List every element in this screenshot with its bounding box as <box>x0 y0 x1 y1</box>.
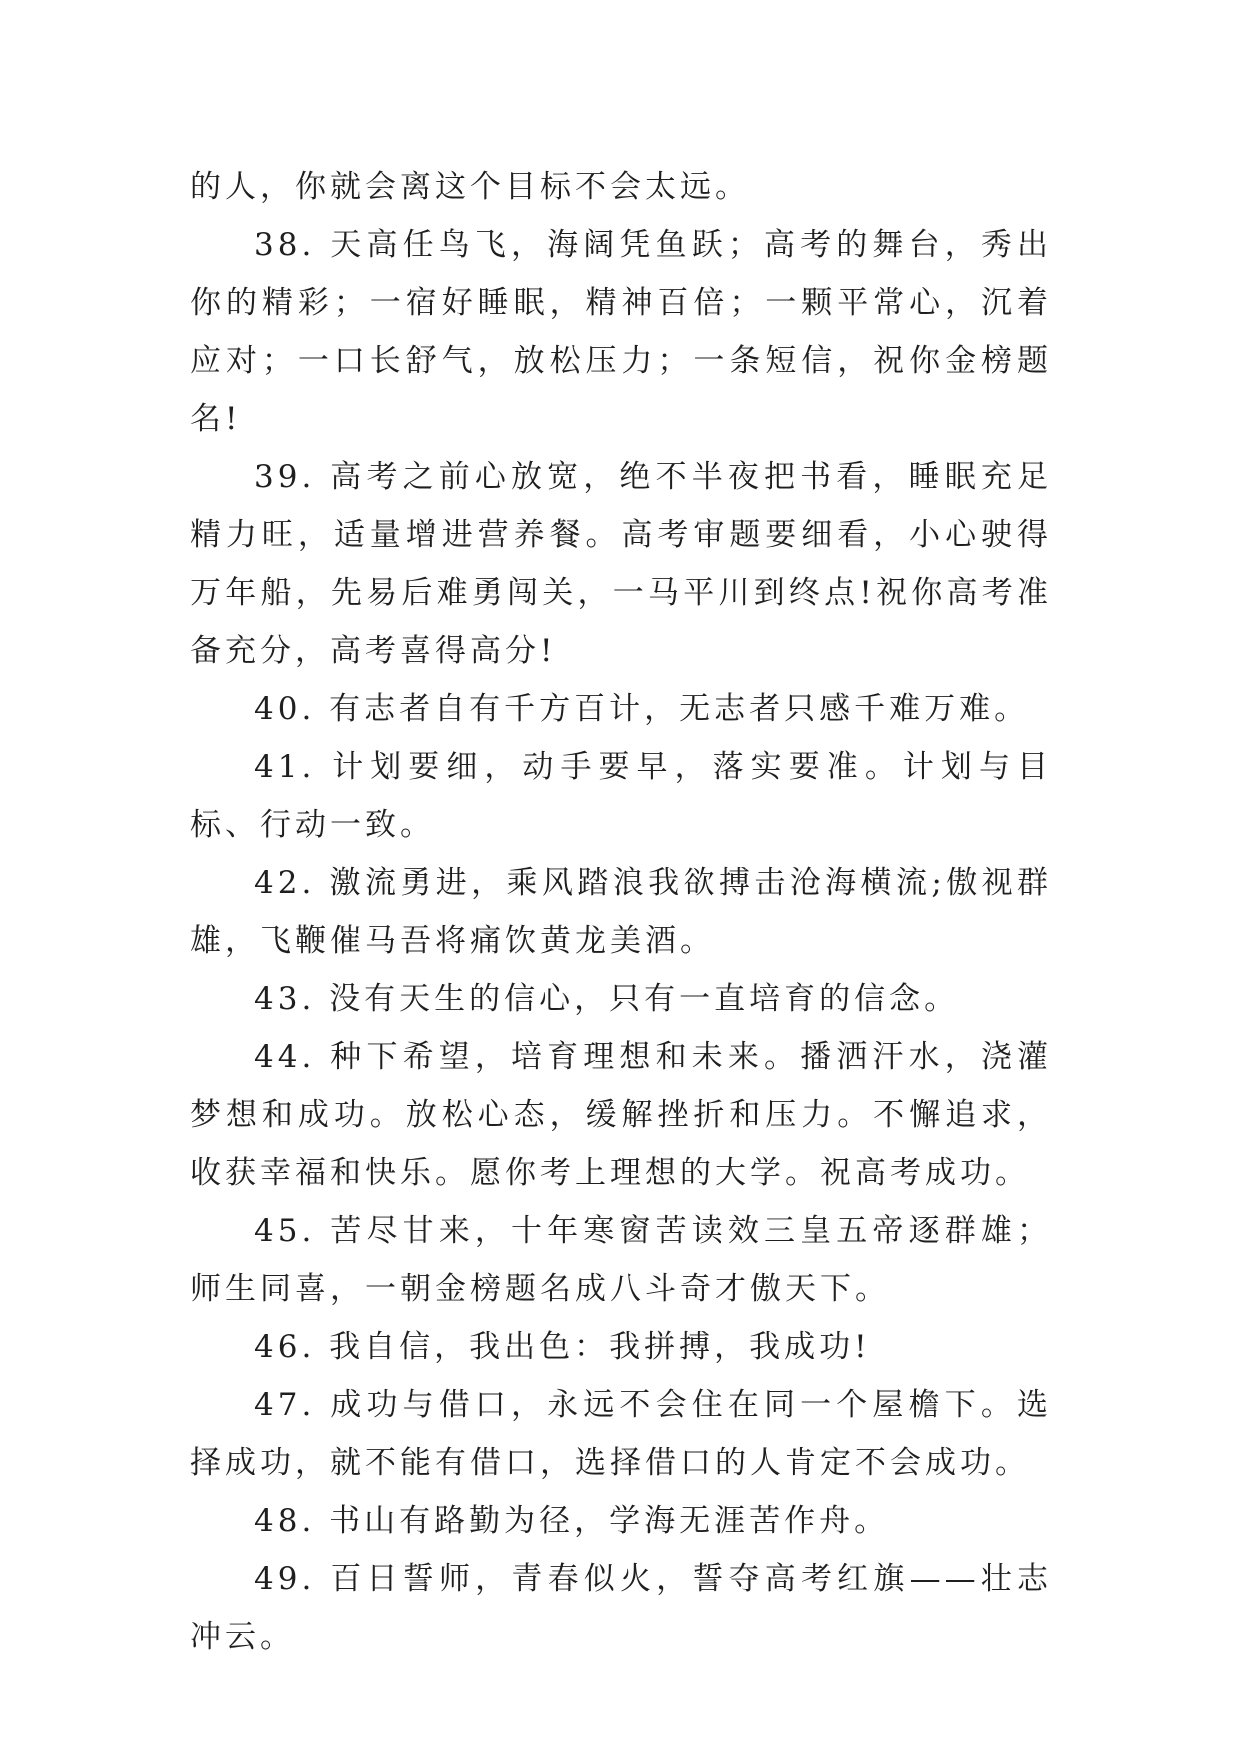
paragraph-48: 48. 书山有路勤为径，学海无涯苦作舟。 <box>254 1503 890 1539</box>
paragraph-47: 47. 成功与借口，永远不会住在同一个屋檐下。选择成功，就不能有借口，选择借口的人肯定不会成功。 <box>190 1387 1052 1481</box>
paragraph-45: 45. 苦尽甘来，十年寒窗苦读效三皇五帝逐群雄；师生同喜，一朝金榜题名成八斗奇才傲天下。 <box>190 1213 1052 1307</box>
paragraph-49: 49. 百日誓师，青春似火，誓夺高考红旗——壮志冲云。 <box>190 1561 1052 1655</box>
paragraph-46: 46. 我自信，我出色：我拼搏，我成功! <box>254 1329 871 1365</box>
paragraph-38: 38. 天高任鸟飞，海阔凭鱼跃；高考的舞台，秀出你的精彩；一宿好睡眠，精神百倍；一颗平常心，沉着应对；一口长舒气，放松压力；一条短信，祝你金榜题名! <box>190 227 1052 437</box>
paragraph-44: 44. 种下希望，培育理想和未来。播洒汗水，浇灌梦想和成功。放松心态，缓解挫折和压力。不懈追求，收获幸福和快乐。愿你考上理想的大学。祝高考成功。 <box>190 1039 1052 1191</box>
document-body <box>190 158 1052 1666</box>
paragraph-40: 40. 有志者自有千方百计，无志者只感千难万难。 <box>254 691 1030 727</box>
paragraph-43: 43. 没有天生的信心，只有一直培育的信念。 <box>254 981 960 1017</box>
paragraph-continuation: 的人，你就会离这个目标不会太远。 <box>190 169 750 205</box>
paragraph-41: 41. 计划要细，动手要早，落实要准。计划与目标、行动一致。 <box>190 749 1052 843</box>
paragraph-42: 42. 激流勇进，乘风踏浪我欲搏击沧海横流;傲视群雄，飞鞭催马吾将痛饮黄龙美酒。 <box>190 865 1052 959</box>
paragraph-39: 39. 高考之前心放宽，绝不半夜把书看，睡眠充足精力旺，适量增进营养餐。高考审题要细看，小心驶得万年船，先易后难勇闯关，一马平川到终点!祝你高考准备充分，高考喜得高分! <box>190 459 1052 669</box>
